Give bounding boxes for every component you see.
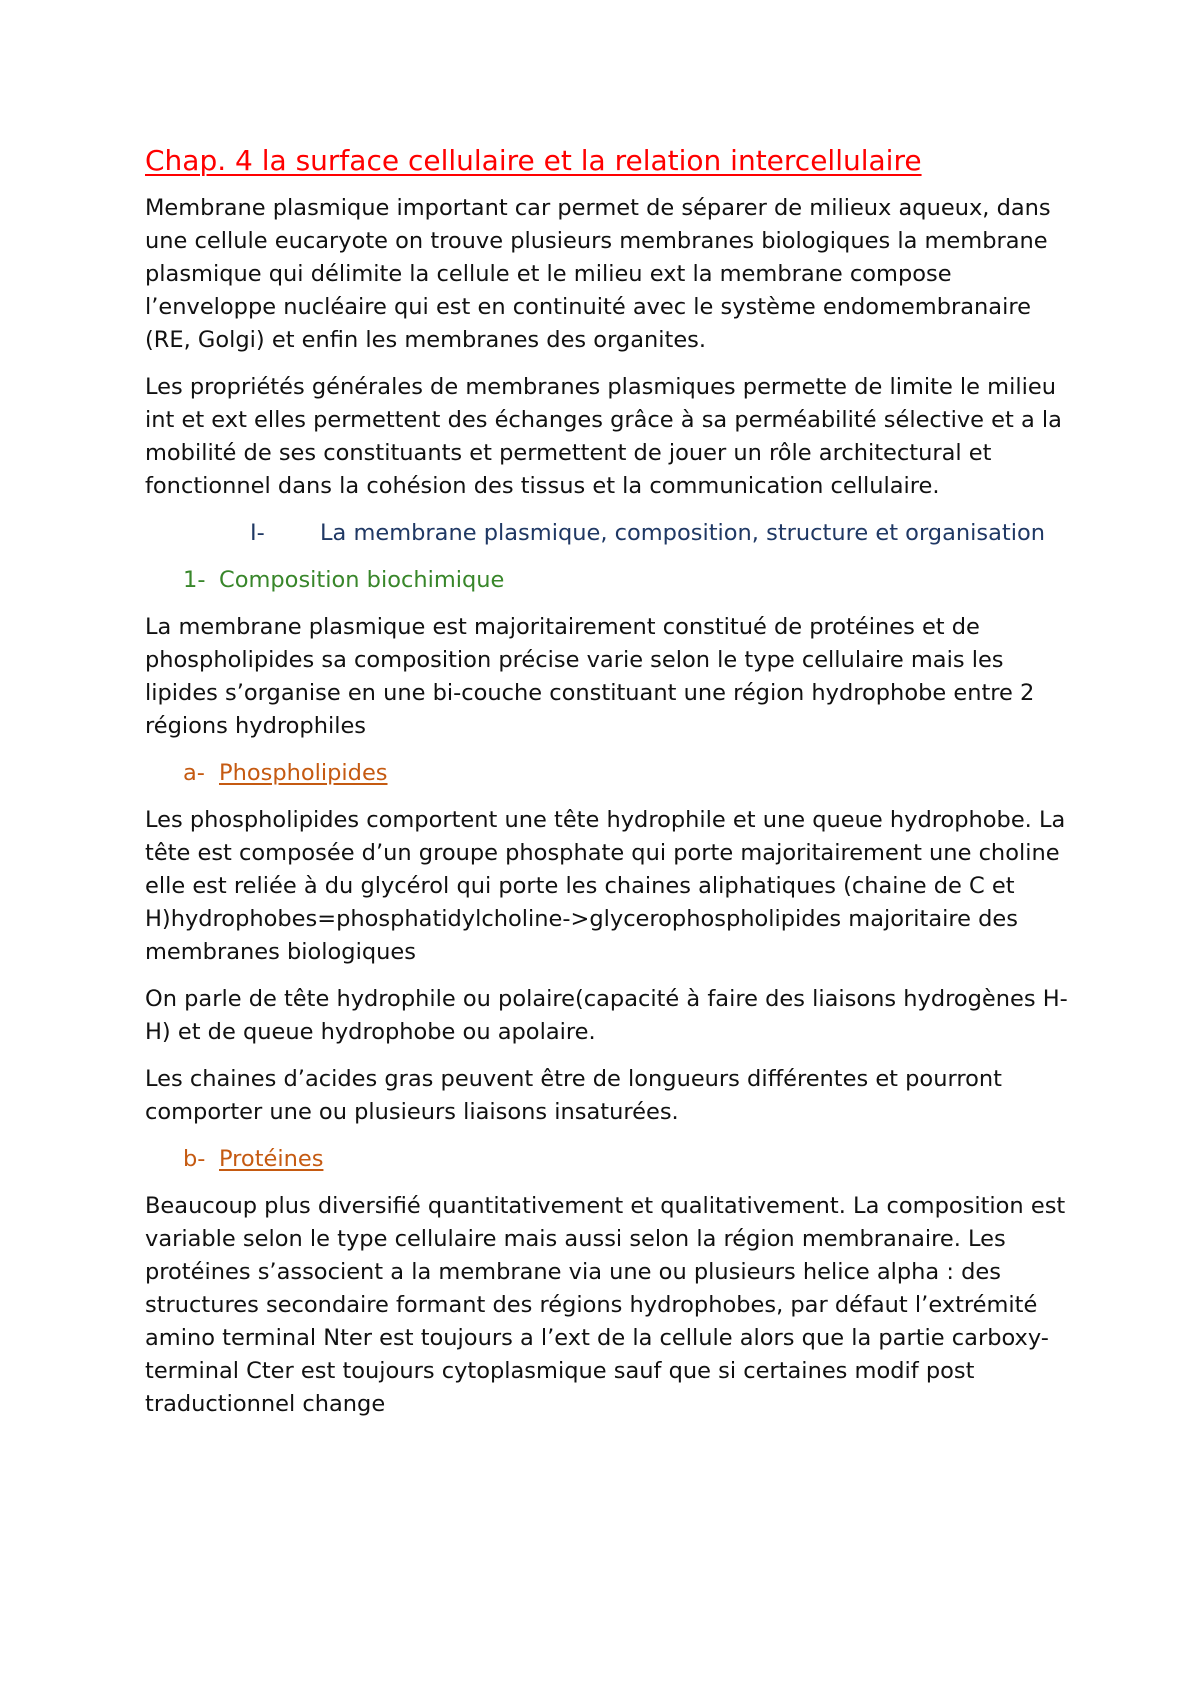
intro-paragraph: Membrane plasmique important car permet de séparer de milieux aqueux, dans une cellule eucaryote on trouve plusieurs membranes biologiques la membrane plasmique qui délimite la cellule et le milieu ext la membrane compose l’enveloppe nucléaire qui est en continuité avec le système endomembranaire (RE, Golgi) et enfin les membranes des organites. bbox=[145, 195, 1051, 353]
subsection-number: 1- bbox=[183, 567, 206, 593]
intro-paragraph: Les propriétés générales de membranes plasmiques permette de limite le milieu int et ext elles permettent des échanges grâce à sa perméabilité sélective et a la mobilité de ses constituants et permettent de jouer un rôle architectural et fonctionnel dans la cohésion des tissus et la communication cellulaire. bbox=[145, 374, 1062, 499]
proteines-paragraph: Beaucoup plus diversifié quantitativement et qualitativement. La composition est variable selon le type cellulaire mais aussi selon la région membranaire. Les protéines s’associent a la membrane via une ou plusieurs helice alpha : des structures secondaire formant des régions hydrophobes, par défaut l’extrémité amino terminal Nter est toujours a l’ext de la cellule alors que la partie carboxy-terminal Cter est toujours cytoplasmique sauf que si certaines modif post traductionnel change bbox=[145, 1193, 1066, 1417]
phospholipides-paragraph: On parle de tête hydrophile ou polaire(capacité à faire des liaisons hydrogènes H-H) et de queue hydrophobe ou apolaire. bbox=[145, 986, 1068, 1045]
section-heading bbox=[145, 517, 1075, 550]
subsection-heading bbox=[183, 564, 1075, 597]
item-heading-phospholipides bbox=[183, 757, 1075, 790]
subsection-heading-text: Composition biochimique bbox=[219, 567, 505, 593]
item-heading-text: Phospholipides bbox=[219, 760, 388, 786]
item-number: b- bbox=[183, 1146, 206, 1172]
phospholipides-paragraph: Les phospholipides comportent une tête hydrophile et une queue hydrophobe. La tête est composée d’un groupe phosphate qui porte majoritairement une choline elle est reliée à du glycérol qui porte les chaines aliphatiques (chaine de C et H)hydrophobes=phosphatidylcholine->glycerophospholipides majoritaire des membranes biologiques bbox=[145, 807, 1066, 965]
item-heading-text: Protéines bbox=[219, 1146, 324, 1172]
section-number: I- bbox=[250, 520, 265, 546]
phospholipides-paragraph: Les chaines d’acides gras peuvent être de longueurs différentes et pourront comporter une ou plusieurs liaisons insaturées. bbox=[145, 1066, 1002, 1125]
section-heading-text: La membrane plasmique, composition, structure et organisation bbox=[320, 520, 1045, 546]
composition-paragraph: La membrane plasmique est majoritairement constitué de protéines et de phospholipides sa composition précise varie selon le type cellulaire mais les lipides s’organise en une bi-couche constituant une région hydrophobe entre 2 régions hydrophiles bbox=[145, 614, 1035, 739]
chapter-title: Chap. 4 la surface cellulaire et la relation intercellulaire bbox=[145, 144, 922, 177]
document-body bbox=[145, 142, 1075, 1435]
item-number: a- bbox=[183, 760, 205, 786]
item-heading-proteines bbox=[183, 1143, 1075, 1176]
